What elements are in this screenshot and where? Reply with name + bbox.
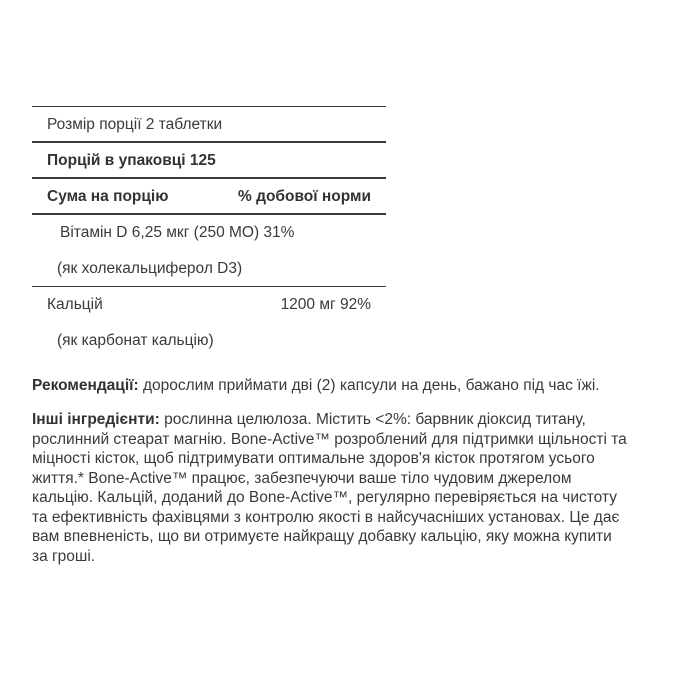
amount-per-serving-header: Сума на порцію [47,188,169,205]
other-ingredients-label: Інші інгредієнти: [32,411,160,428]
other-ingredients-line-7: вам впевненість, що ви отримуєте найкращу добавку кальцію, яку можна купити [32,528,612,545]
serving-size: Розмір порції 2 таблетки [47,116,223,133]
other-ingredients-paragraph [32,410,682,566]
other-ingredients-line-2: рослинний стеарат магнію. Bone-Active™ розроблений для підтримки щільності та [32,430,627,448]
calcium-source: (як карбонат кальцію) [57,332,214,349]
supplement-facts-table [32,106,386,359]
nutrient-row-calcium-source [32,323,386,359]
other-ingredients-line-1 [32,410,682,430]
nutrient-row-vitamin-d [32,215,386,251]
recommendations-paragraph [32,376,682,396]
daily-value-header: % добової норми [238,188,371,205]
other-ingredients-line-5: кальцію. Кальцій, доданий до Bone-Active™, регулярно перевіряється на чистоту [32,489,617,506]
recommendations-label: Рекомендації: [32,377,139,394]
servings-per-container: Порцій в упаковці 125 [47,152,216,169]
vitamin-d-label: Вітамін D 6,25 мкг (250 МО) 31% [60,224,295,241]
calcium-amount: 1200 мг 92% [280,296,371,313]
nutrient-row-calcium [32,287,386,323]
recommendations-text: дорослим приймати дві (2) капсули на день, бажано під час їжі. [138,377,600,394]
vitamin-d-source: (як холекальциферол D3) [57,260,243,277]
serving-size-row [32,107,386,143]
other-ingredients-line-3: міцності кісток, щоб підтримувати оптимальне здоров'я кісток протягом усього [32,450,595,467]
other-ingredients-first-text: рослинна целюлоза. Містить <2%: барвник діоксид титану, [159,411,586,428]
servings-per-container-row [32,143,386,179]
calcium-label: Кальцій [47,296,103,313]
other-ingredients-line-4: життя.* Bone-Active™ працює, забезпечуючи ваше тіло чудовим джерелом [32,469,572,487]
nutrient-row-vitamin-d-source [32,251,386,287]
table-header-row [32,179,386,215]
other-ingredients-line-8: за гроші. [32,547,96,565]
other-ingredients-line-6: та ефективність фахівцями з контролю якості в найсучасніших установах. Це дає [32,508,620,526]
